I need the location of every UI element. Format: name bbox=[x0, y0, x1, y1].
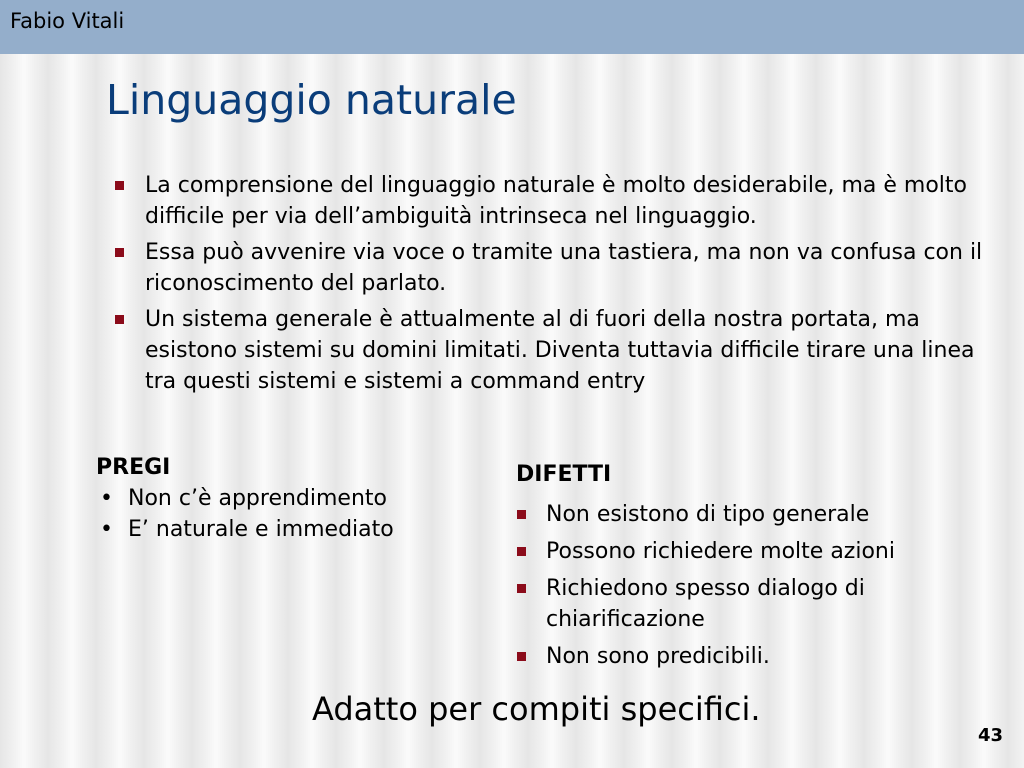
dot-bullet-icon: • bbox=[100, 517, 113, 542]
pregi-list bbox=[96, 483, 394, 545]
author-name: Fabio Vitali bbox=[10, 9, 125, 33]
difetti-item-text: Non sono predicibili. bbox=[546, 644, 770, 669]
conclusion-text: Adatto per compiti specifici. bbox=[312, 690, 761, 728]
difetti-item-text: Possono richiedere molte azioni bbox=[546, 539, 895, 564]
slide-title: Linguaggio naturale bbox=[106, 76, 517, 124]
pregi-item-text: E’ naturale e immediato bbox=[128, 517, 394, 542]
square-bullet-icon bbox=[517, 652, 526, 661]
square-bullet-icon bbox=[517, 584, 526, 593]
pregi-section bbox=[96, 452, 394, 545]
square-bullet-icon bbox=[517, 510, 526, 519]
list-item bbox=[96, 483, 394, 514]
header-bar bbox=[0, 0, 1024, 54]
list-item bbox=[516, 499, 956, 530]
square-bullet-icon bbox=[115, 315, 124, 324]
list-item bbox=[516, 573, 956, 635]
list-item bbox=[112, 170, 1012, 232]
pregi-heading: PREGI bbox=[96, 455, 171, 480]
list-item bbox=[112, 237, 1012, 299]
difetti-list bbox=[516, 499, 956, 678]
bullet-text: Essa può avvenire via voce o tramite una tastiera, ma non va confusa con il riconoscimento del parlato. bbox=[145, 240, 983, 296]
list-item bbox=[96, 514, 394, 545]
square-bullet-icon bbox=[115, 248, 124, 257]
bullet-text: La comprensione del linguaggio naturale è molto desiderabile, ma è molto difficile per via dell’ambiguità intrinseca nel linguaggio. bbox=[145, 173, 967, 229]
square-bullet-icon bbox=[115, 181, 124, 190]
dot-bullet-icon: • bbox=[100, 486, 113, 511]
square-bullet-icon bbox=[517, 547, 526, 556]
difetti-item-text: Non esistono di tipo generale bbox=[546, 502, 870, 527]
difetti-heading: DIFETTI bbox=[516, 462, 612, 487]
list-item bbox=[516, 536, 956, 567]
page-number: 43 bbox=[978, 725, 1004, 746]
bullet-text: Un sistema generale è attualmente al di fuori della nostra portata, ma esistono sistemi su domini limitati. Diventa tuttavia difficile tirare una linea tra questi sistemi e sistemi a command entry bbox=[145, 307, 975, 394]
difetti-item-text: Richiedono spesso dialogo di chiarificazione bbox=[546, 576, 865, 632]
pregi-item-text: Non c’è apprendimento bbox=[128, 486, 387, 511]
list-item bbox=[112, 304, 1012, 397]
main-bullet-list bbox=[112, 170, 1012, 402]
list-item bbox=[516, 641, 956, 672]
